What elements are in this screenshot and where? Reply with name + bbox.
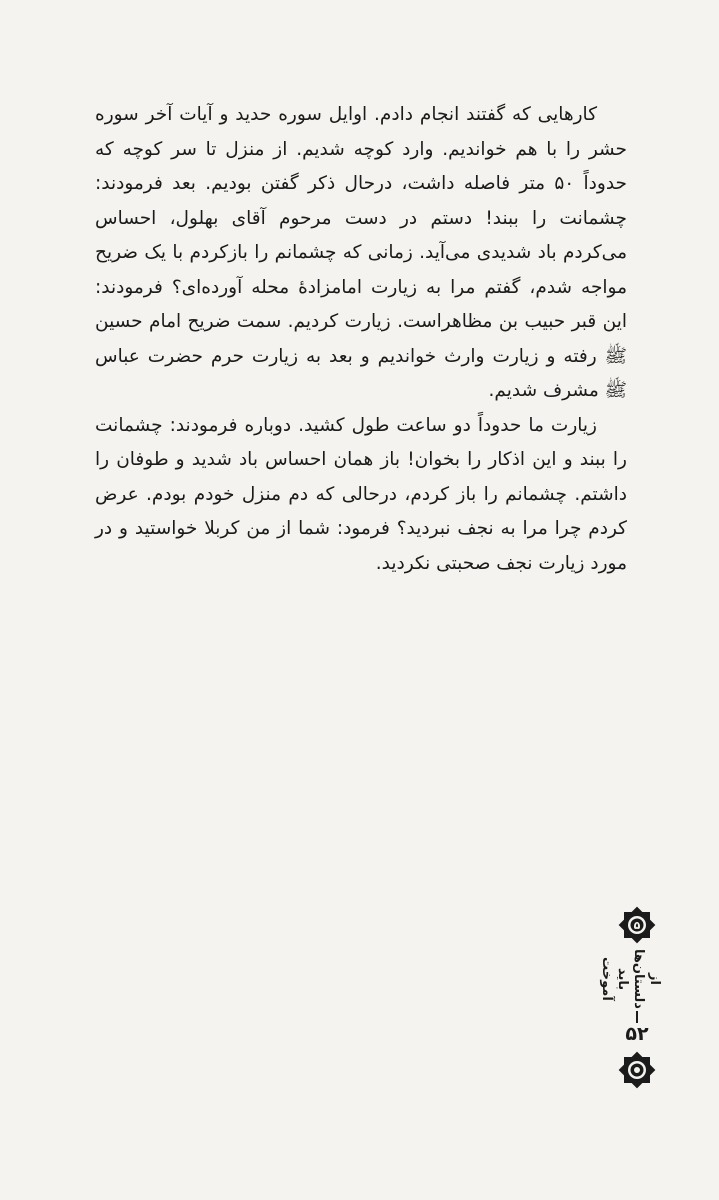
paragraph-2: زیارت ما حدوداً دو ساعت طول کشید. دوباره فرمودند: چشمانت را ببند و این اذکار را بخوان! باز همان احساس باد شدید و طوفان را داشتم. چشمانم را باز کردم، درحالی که دم منزل خودم بودم. عرض کردم چرا مرا به نجف نبردید؟ فرمود: شما از من کربلا خواستید و در مورد زیارت نجف صحبتی نکردید.: [95, 414, 627, 574]
title-divider: [636, 1011, 638, 1023]
paragraph-1: کارهایی که گفتند انجام دادم. اوایل سوره حدید و آیات آخر سوره حشر را با هم خواندیم. وارد کوچه شدیم. از منزل تا سر کوچه که حدوداً ۵۰ متر فاصله داشت، درحال ذکر گفتن بودیم. بعد فرمودند: چشمانت را ببند! دستم در دست مرحوم آقای بهلول، احساس می‌کردم باد شدیدی می‌آید. زمانی که چشمانم را بازکردم با یک ضریح مواجه شدم، گفتم مرا به زیارت امامزادهٔ محله آورده‌ای؟ فرمودند: این قبر حبیب بن مظاهراست. زیارت کردیم. سمت ضریح امام حسین ﷺ رفته و زیارت وارث خواندیم و بعد به زیارت حرم حضرت عباس ﷺ مشرف شدیم.: [95, 104, 627, 401]
body-text: [95, 98, 627, 581]
book-title: از دلستان‌ها باید آموخت: [599, 949, 662, 1009]
star-ornament-icon: [617, 905, 657, 945]
ornament-numeral: ۵: [633, 919, 641, 932]
page-number: ۵۲: [625, 1023, 649, 1045]
running-footer: [599, 905, 662, 1095]
star-ornament-icon: [617, 1050, 657, 1090]
